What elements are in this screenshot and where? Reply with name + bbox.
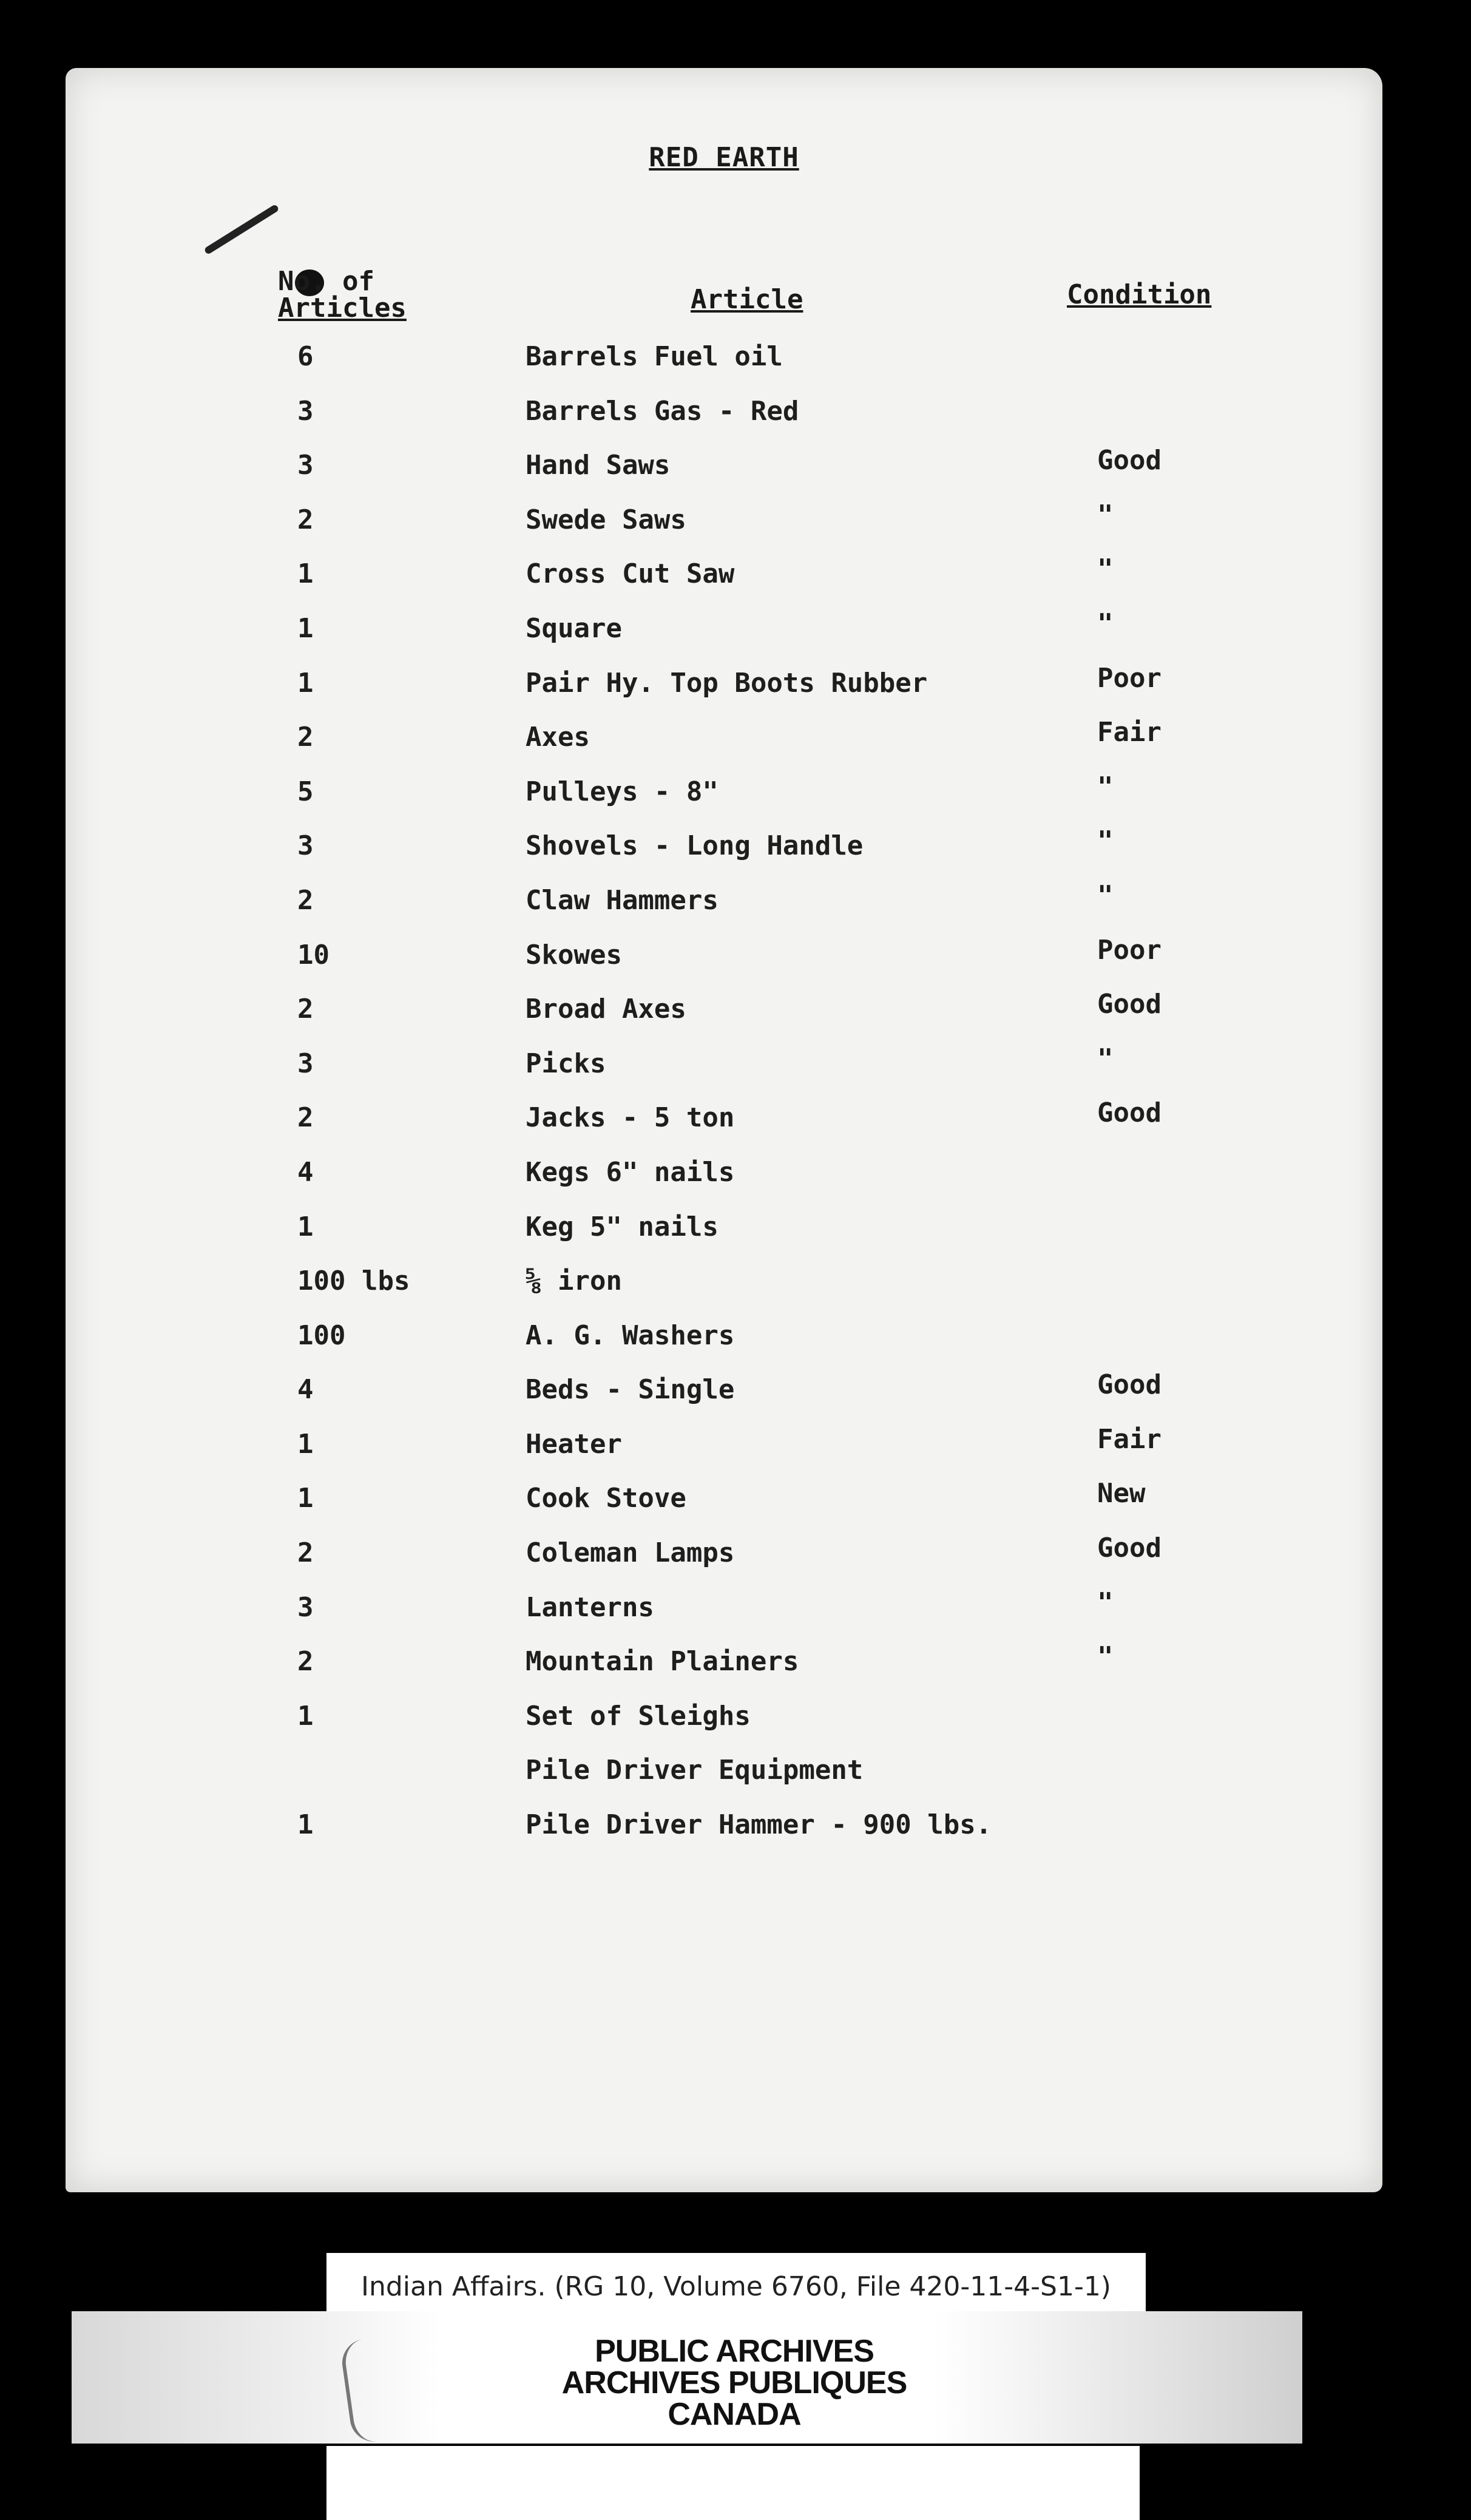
row-condition: Fair — [1097, 717, 1162, 748]
header-quantity-line2: Articles — [278, 293, 407, 323]
row-article: Heater — [526, 1428, 622, 1460]
row-quantity: 2 — [297, 504, 314, 535]
row-quantity: 1 — [297, 558, 314, 590]
table-row — [66, 1211, 1382, 1266]
row-condition: Good — [1097, 989, 1162, 1020]
row-condition: Good — [1097, 1369, 1162, 1401]
row-quantity: 3 — [297, 1591, 314, 1623]
row-article: A. G. Washers — [526, 1319, 735, 1351]
row-quantity: 3 — [297, 450, 314, 481]
table-row — [66, 662, 1382, 722]
table-row — [66, 608, 1382, 668]
row-condition: Good — [1097, 1097, 1162, 1129]
row-condition: Poor — [1097, 662, 1162, 694]
row-quantity: 1 — [297, 1428, 314, 1460]
row-quantity: 100 — [297, 1319, 346, 1351]
stamp-line-2: ARCHIVES PUBLIQUES — [561, 2365, 907, 2400]
row-condition: Poor — [1097, 934, 1162, 966]
row-quantity: 3 — [297, 395, 314, 427]
row-article: Shovels - Long Handle — [526, 830, 864, 862]
row-quantity: 2 — [297, 884, 314, 916]
row-condition: " — [1097, 825, 1114, 857]
table-row — [66, 445, 1382, 504]
inventory-list — [66, 341, 1382, 1864]
header-quantity-line1: No. of — [278, 266, 374, 297]
table-row — [66, 1043, 1382, 1103]
table-row — [66, 1265, 1382, 1320]
row-article: Jacks - 5 ton — [526, 1102, 735, 1134]
row-article: Square — [526, 612, 622, 644]
table-row — [66, 396, 1382, 450]
row-condition: " — [1097, 879, 1114, 911]
table-row — [66, 1587, 1382, 1647]
row-article: Barrels Fuel oil — [526, 341, 783, 372]
header-quantity — [278, 268, 407, 322]
row-quantity: 100 lbs — [297, 1265, 410, 1297]
row-quantity: 1 — [297, 1809, 314, 1841]
row-condition: " — [1097, 1641, 1114, 1673]
table-row — [66, 554, 1382, 613]
row-article: Lanterns — [526, 1591, 654, 1623]
table-row — [66, 1423, 1382, 1483]
row-quantity: 4 — [297, 1156, 314, 1188]
table-row — [66, 1701, 1382, 1755]
row-quantity: 1 — [297, 667, 314, 699]
table-row — [66, 499, 1382, 559]
row-quantity: 10 — [297, 939, 330, 970]
table-row — [66, 717, 1382, 776]
table-row — [66, 1369, 1382, 1429]
row-article: Hand Saws — [526, 450, 671, 481]
table-row — [66, 825, 1382, 885]
document-sheet — [66, 68, 1382, 2192]
table-row — [66, 934, 1382, 994]
archive-citation: Indian Affairs. (RG 10, Volume 6760, File 420-11-4-S1-1) — [326, 2253, 1146, 2320]
row-article: Mountain Plainers — [526, 1646, 799, 1678]
archive-stamp — [461, 2328, 1007, 2437]
document-title: RED EARTH — [649, 142, 799, 173]
table-row — [66, 1755, 1382, 1809]
row-article: Skowes — [526, 939, 622, 970]
row-condition: " — [1097, 1587, 1114, 1618]
header-article: Article — [691, 284, 803, 315]
row-quantity: 2 — [297, 722, 314, 753]
row-article: Pair Hy. Top Boots Rubber — [526, 667, 928, 699]
row-article: Coleman Lamps — [526, 1537, 735, 1569]
row-condition: " — [1097, 499, 1114, 530]
row-article: Claw Hammers — [526, 884, 719, 916]
row-quantity: 1 — [297, 612, 314, 644]
row-quantity: 2 — [297, 1646, 314, 1678]
stamp-line-1: PUBLIC ARCHIVES — [595, 2334, 874, 2369]
row-article: Cook Stove — [526, 1483, 686, 1514]
row-condition: Good — [1097, 1533, 1162, 1564]
row-article: Pile Driver Hammer - 900 lbs. — [526, 1809, 992, 1841]
row-article: Set of Sleighs — [526, 1700, 751, 1732]
table-row — [66, 1157, 1382, 1211]
table-row — [66, 1097, 1382, 1157]
row-quantity: 6 — [297, 341, 314, 372]
row-quantity: 4 — [297, 1374, 314, 1406]
row-quantity: 1 — [297, 1483, 314, 1514]
pen-mark — [203, 204, 279, 255]
table-row — [66, 771, 1382, 831]
row-quantity: 2 — [297, 1537, 314, 1569]
row-article: Broad Axes — [526, 994, 686, 1025]
row-condition: " — [1097, 554, 1114, 585]
row-article: Picks — [526, 1048, 606, 1079]
row-article: Cross Cut Saw — [526, 558, 735, 590]
row-condition: " — [1097, 771, 1114, 802]
row-article: ⅝ iron — [526, 1265, 622, 1297]
row-condition: " — [1097, 608, 1114, 639]
row-article: Keg 5" nails — [526, 1211, 719, 1242]
row-article: Barrels Gas - Red — [526, 395, 799, 427]
row-article: Axes — [526, 722, 590, 753]
row-condition: Fair — [1097, 1423, 1162, 1455]
table-row — [66, 1641, 1382, 1701]
row-article: Swede Saws — [526, 504, 686, 535]
row-quantity: 3 — [297, 1048, 314, 1079]
row-quantity: 5 — [297, 776, 314, 807]
row-quantity: 3 — [297, 830, 314, 862]
row-article: Pulleys - 8" — [526, 776, 719, 807]
row-condition: Good — [1097, 445, 1162, 476]
row-quantity: 1 — [297, 1211, 314, 1242]
table-row — [66, 879, 1382, 940]
row-quantity: 2 — [297, 1102, 314, 1134]
row-article: Pile Driver Equipment — [526, 1755, 864, 1786]
tape-remnant — [339, 2332, 429, 2445]
table-row — [66, 989, 1382, 1048]
table-row — [66, 1320, 1382, 1375]
row-condition: " — [1097, 1043, 1114, 1074]
table-row — [66, 1809, 1382, 1864]
header-condition: Condition — [1067, 279, 1212, 310]
row-quantity: 2 — [297, 994, 314, 1025]
row-condition: New — [1097, 1478, 1146, 1509]
row-quantity: 1 — [297, 1700, 314, 1732]
table-row — [66, 341, 1382, 396]
table-row — [66, 1478, 1382, 1537]
row-article: Beds - Single — [526, 1374, 735, 1406]
row-article: Kegs 6" nails — [526, 1156, 735, 1188]
table-row — [66, 1533, 1382, 1592]
bottom-label-strip — [326, 2446, 1140, 2520]
stamp-line-3: CANADA — [668, 2397, 801, 2432]
